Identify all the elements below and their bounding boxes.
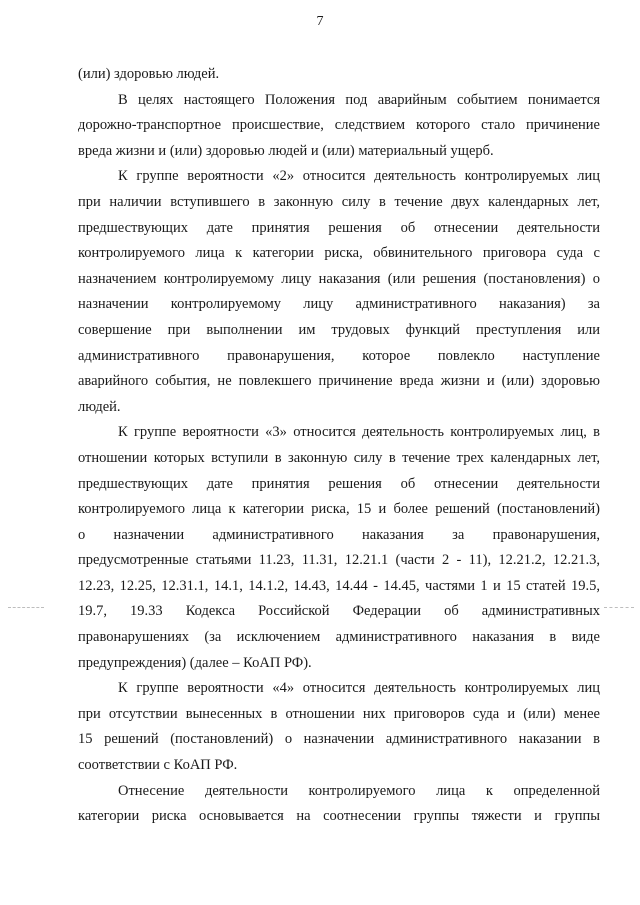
text-line: контролируемого лица к категории риска, обвинительного приговора суда с (78, 245, 600, 262)
text-line: назначении контролируемому лицу административного наказания) за (78, 296, 600, 313)
text-line: при отсутствии вынесенных в отношении них приговоров суда и (или) менее (78, 705, 600, 722)
text-line: 19.7, 19.33 Кодекса Российской Федерации об административных (78, 603, 600, 620)
text-line: дорожно-транспортное происшествие, следствием которого стало причинение (78, 117, 600, 134)
text-line: административного правонарушения, которое повлекло наступление (78, 347, 600, 364)
text-line: К группе вероятности «2» относится деятельность контролируемых лиц (118, 168, 600, 185)
text-line: категории риска основывается на соотнесении группы тяжести и группы (78, 808, 600, 825)
text-line: контролируемого лица к категории риска, 15 и более решений (постановлений) (78, 501, 600, 518)
text-line: предусмотренные статьями 11.23, 11.31, 12.21.1 (части 2 - 11), 12.21.2, 12.21.3, (78, 552, 600, 569)
text-line: В целях настоящего Положения под аварийным событием понимается (118, 91, 600, 108)
paragraph-accident-definition (78, 88, 600, 165)
text-line: о назначении административного наказания за правонарушения, (78, 526, 600, 543)
page-number: 7 (316, 14, 324, 29)
text-line: предупреждения) (далее – КоАП РФ). (78, 654, 312, 671)
text-line: при наличии вступившего в законную силу в течение двух календарных лет, (78, 193, 600, 210)
text-line: 15 решений (постановлений) о назначении административного наказании в (78, 731, 600, 748)
text-line: (или) здоровью людей. (78, 66, 220, 82)
document-body (78, 62, 600, 830)
text-line: К группе вероятности «4» относится деятельность контролируемых лиц (118, 680, 600, 697)
text-line: предшествующих дате принятия решения об отнесении деятельности (78, 219, 600, 236)
paragraph-probability-group-2 (78, 164, 600, 420)
text-line: вреда жизни и (или) здоровью людей и (или) материальный ущерб. (78, 142, 494, 159)
paragraph-probability-group-3 (78, 420, 600, 676)
text-line: предшествующих дате принятия решения об отнесении деятельности (78, 475, 600, 492)
scan-fold-mark-left (8, 607, 44, 609)
text-line: аварийного события, не повлекшего причинение вреда жизни и (или) здоровью (78, 373, 600, 390)
paragraph-continuation (78, 62, 600, 88)
text-line: совершение при выполнении им трудовых функций преступления или (78, 321, 600, 338)
text-line: назначением контролируемому лицу наказания (или решения (постановления) о (78, 270, 600, 287)
paragraph-risk-category-basis (78, 779, 600, 830)
scan-fold-mark-right (604, 607, 634, 609)
paragraph-probability-group-4 (78, 676, 600, 778)
text-line: 12.23, 12.25, 12.31.1, 14.1, 14.1.2, 14.43, 14.44 - 14.45, частями 1 и 15 статей 19.5, (78, 577, 600, 594)
text-line: отношении которых вступили в законную силу в течение трех календарных лет, (78, 449, 600, 466)
text-line: соответствии с КоАП РФ. (78, 757, 238, 774)
text-line: К группе вероятности «3» относится деятельность контролируемых лиц, в (118, 424, 600, 441)
text-line: людей. (78, 398, 121, 415)
text-line: Отнесение деятельности контролируемого лица к определенной (118, 782, 600, 799)
text-line: правонарушениях (за исключением административного наказания в виде (78, 629, 600, 646)
